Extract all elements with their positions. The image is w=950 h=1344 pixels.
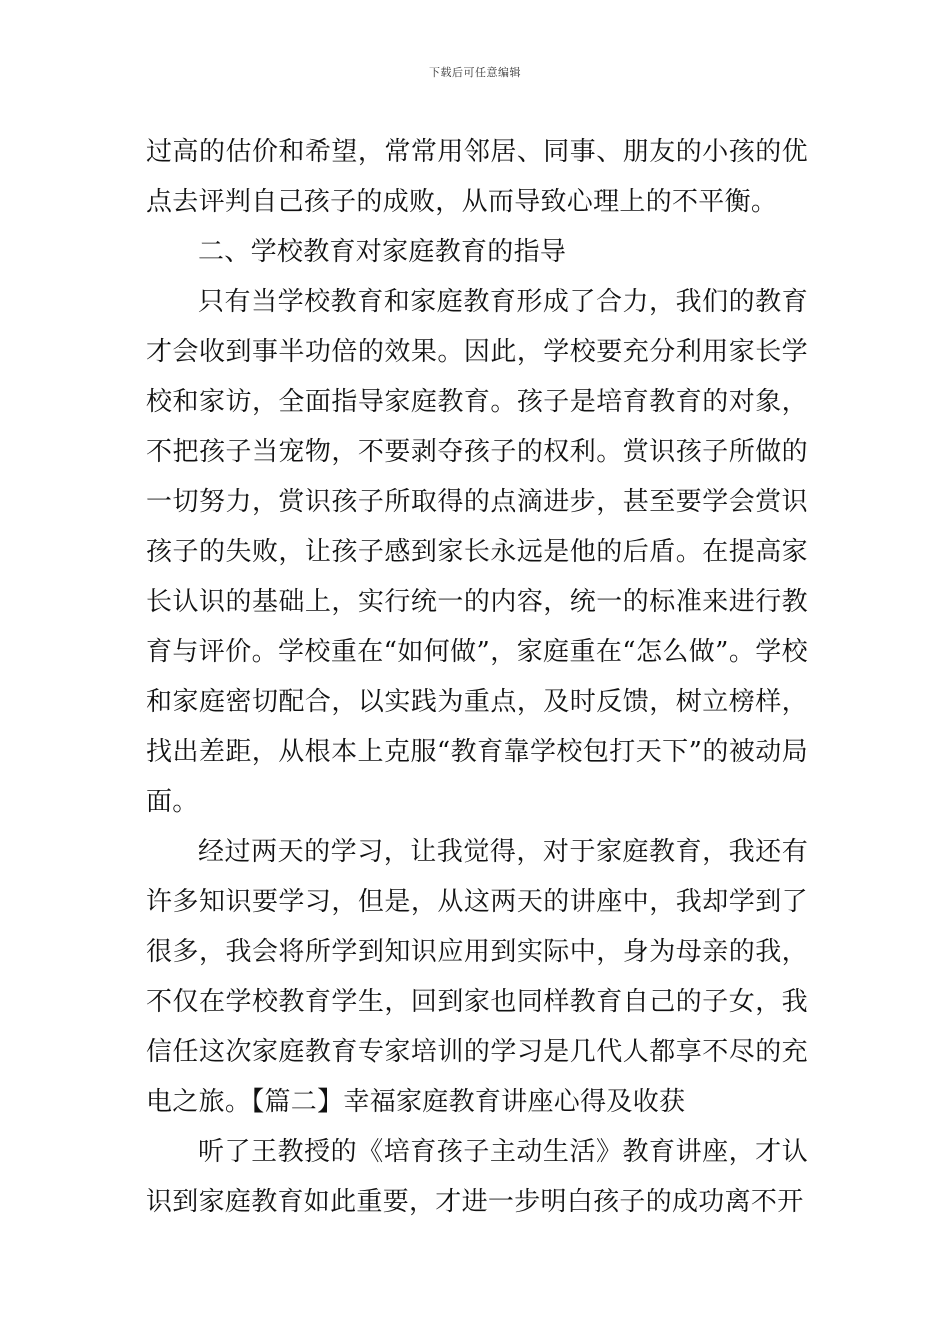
paragraph: 听了王教授的《培育孩子主动生活》教育讲座，才认识到家庭教育如此重要，才进一步明白孩子的成功离不开 — [146, 1137, 808, 1217]
section-heading: 二、学校教育对家庭教育的指导 — [198, 237, 567, 267]
paragraph: 经过两天的学习，让我觉得，对于家庭教育，我还有许多知识要学习，但是，从这两天的讲座中，我却学到了很多，我会将所学到知识应用到实际中，身为母亲的我，不仅在学校教育学生，回到家也同样教育自己的子女，我信任这次家庭教育专家培训的学习是几代人都享不尽的充电之旅。【篇二】幸福家庭教育讲座心得及收获 — [146, 837, 808, 1117]
document-body — [146, 127, 808, 1227]
page-header: 下载后可任意编辑 — [429, 66, 521, 79]
paragraph: 只有当学校教育和家庭教育形成了合力，我们的教育才会收到事半功倍的效果。因此，学校要充分利用家长学校和家访，全面指导家庭教育。孩子是培育教育的对象，不把孩子当宠物，不要剥夺孩子的权利。赏识孩子所做的一切努力，赏识孩子所取得的点滴进步，甚至要学会赏识孩子的失败，让孩子感到家长永远是他的后盾。在提高家长认识的基础上，实行统一的内容，统一的标准来进行教育与评价。学校重在“如何做”，家庭重在“怎么做”。学校和家庭密切配合，以实践为重点，及时反馈，树立榜样，找出差距，从根本上克服“教育靠学校包打天下”的被动局面。 — [146, 287, 808, 817]
paragraph-continuation: 过高的估价和希望，常常用邻居、同事、朋友的小孩的优点去评判自己孩子的成败，从而导致心理上的不平衡。 — [146, 137, 808, 217]
